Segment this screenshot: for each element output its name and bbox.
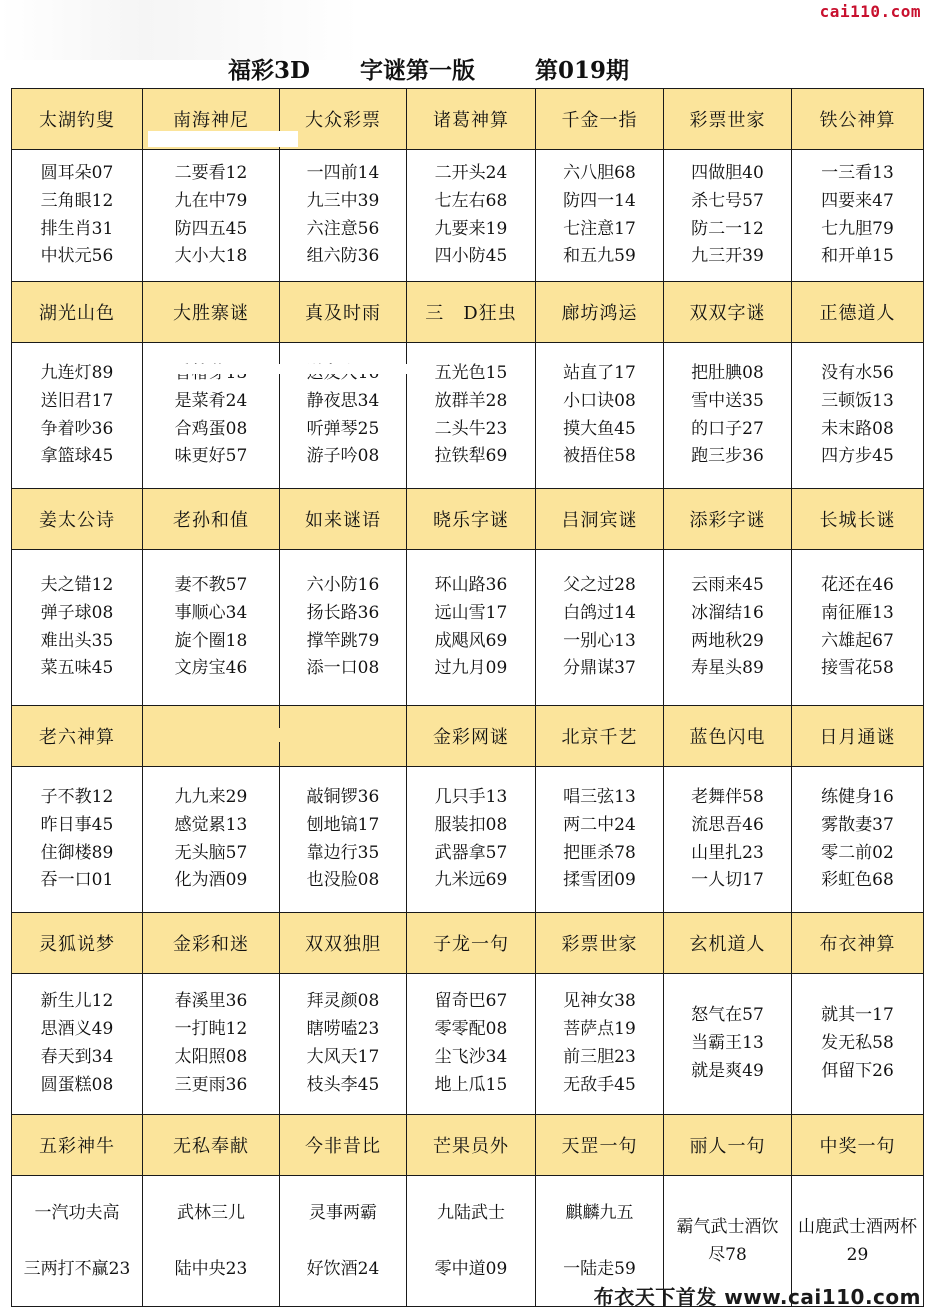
riddle-line: 小口诀08 bbox=[563, 390, 636, 411]
riddle-line: 花还在46 bbox=[821, 574, 894, 595]
riddle-line: 练健身16 bbox=[821, 786, 894, 807]
riddle-line: 九九来29 bbox=[174, 786, 248, 807]
expert-name: 双双字谜 bbox=[689, 303, 766, 324]
riddle-line: 零零配08 bbox=[434, 1019, 508, 1040]
riddle-line: 怒气在57 bbox=[691, 1005, 764, 1026]
title-issue-number: 第019期 bbox=[535, 57, 630, 84]
riddle-line: 当霸王13 bbox=[691, 1033, 764, 1054]
riddle-cell bbox=[792, 550, 924, 706]
riddle-line: 揉雪团09 bbox=[563, 870, 636, 891]
riddle-line: 靠边行35 bbox=[306, 842, 380, 863]
riddle-cell bbox=[536, 343, 664, 489]
expert-name-cell bbox=[792, 89, 924, 150]
header-row bbox=[12, 913, 924, 974]
riddle-cell bbox=[407, 1176, 536, 1307]
expert-name-cell bbox=[792, 706, 924, 767]
riddle-line: 菜五味45 bbox=[40, 658, 114, 679]
riddle-cell bbox=[407, 767, 536, 913]
riddle-line: 游子吟08 bbox=[306, 446, 380, 467]
expert-name-cell bbox=[12, 706, 143, 767]
expert-name: 双双独胆 bbox=[305, 934, 381, 955]
riddle-line: 静夜思34 bbox=[306, 390, 380, 411]
expert-name-cell bbox=[143, 913, 280, 974]
riddle-line: 无敌手45 bbox=[563, 1074, 636, 1095]
expert-name: 天罡一句 bbox=[561, 1136, 638, 1157]
expert-name: 晓乐字谜 bbox=[433, 510, 509, 531]
expert-name: 蓝色闪电 bbox=[689, 727, 766, 748]
expert-name-cell bbox=[280, 913, 407, 974]
riddle-line: 没有水56 bbox=[821, 362, 894, 383]
riddle-cell bbox=[280, 767, 407, 913]
riddle-cell bbox=[143, 1176, 280, 1307]
riddle-line: 大小大18 bbox=[174, 246, 248, 267]
riddle-line: 一打盹12 bbox=[174, 1019, 248, 1040]
expert-name: 中奖一句 bbox=[819, 1136, 896, 1157]
riddle-line: 地上瓜15 bbox=[434, 1074, 508, 1095]
riddle-line: 两地秋29 bbox=[691, 630, 764, 651]
expert-name-cell bbox=[664, 89, 792, 150]
expert-name-cell bbox=[280, 489, 407, 550]
riddle-cell bbox=[664, 767, 792, 913]
header-row bbox=[12, 489, 924, 550]
riddle-line: 太阳照08 bbox=[174, 1047, 248, 1067]
riddle-line: 前三胆23 bbox=[563, 1047, 636, 1067]
riddle-line: 七九胆79 bbox=[821, 218, 894, 239]
expert-name-cell bbox=[12, 282, 143, 343]
blurred-logo-area bbox=[0, 0, 360, 60]
riddle-line: 就其一17 bbox=[821, 1005, 894, 1026]
riddle-line: 尘飞沙34 bbox=[434, 1047, 508, 1067]
riddle-row bbox=[12, 767, 924, 913]
riddle-line: 一人切17 bbox=[691, 870, 764, 891]
title-edition: 字谜第一版 bbox=[360, 57, 475, 84]
riddle-cell bbox=[664, 343, 792, 489]
riddle-line: 环山路36 bbox=[434, 574, 508, 595]
riddle-line: 九陆武士 bbox=[437, 1203, 505, 1223]
riddle-line: 灵事两霸 bbox=[309, 1203, 377, 1223]
riddle-line: 服装扣08 bbox=[434, 814, 508, 835]
document-title bbox=[0, 52, 927, 86]
riddle-line: 组六防36 bbox=[306, 246, 380, 267]
riddle-line: 听弹琴25 bbox=[306, 418, 380, 439]
riddle-line: 好饮酒24 bbox=[306, 1259, 380, 1279]
riddle-line: 也没脸08 bbox=[306, 870, 380, 891]
riddle-line: 跑三步36 bbox=[691, 446, 764, 467]
riddle-cell bbox=[12, 1176, 143, 1307]
expert-name-cell bbox=[407, 89, 536, 150]
riddle-line: 春溪里36 bbox=[174, 991, 248, 1012]
riddle-line: 霸气武士酒饮尽78 bbox=[676, 1217, 779, 1265]
riddle-cell bbox=[280, 150, 407, 282]
expert-name-cell bbox=[407, 706, 536, 767]
riddle-cell bbox=[536, 767, 664, 913]
riddle-cell bbox=[280, 550, 407, 706]
riddle-line: 圆蛋糕08 bbox=[40, 1074, 114, 1095]
expert-name: 金彩网谜 bbox=[433, 727, 509, 748]
expert-name: 子龙一句 bbox=[433, 934, 509, 955]
erased-region bbox=[148, 131, 298, 147]
riddle-line: 扬长路36 bbox=[306, 602, 380, 623]
riddle-line: 留奇巴67 bbox=[434, 991, 508, 1012]
expert-name: 彩票世家 bbox=[689, 110, 766, 131]
riddle-cell bbox=[792, 974, 924, 1115]
header-row bbox=[12, 706, 924, 767]
riddle-line: 防二一12 bbox=[691, 218, 764, 239]
riddle-line: 放群羊28 bbox=[434, 390, 508, 411]
riddle-line: 被捂住58 bbox=[563, 446, 636, 467]
riddle-line: 住御楼89 bbox=[40, 842, 114, 863]
riddle-line: 弹子球08 bbox=[40, 602, 114, 623]
riddle-cell bbox=[143, 974, 280, 1115]
expert-name: 诸葛神算 bbox=[433, 110, 509, 131]
riddle-line: 云雨来45 bbox=[691, 574, 764, 595]
expert-name-cell bbox=[12, 1115, 143, 1176]
riddle-line: 和五九59 bbox=[563, 246, 636, 267]
riddle-line: 六雄起67 bbox=[821, 630, 894, 651]
riddle-line: 送旧君17 bbox=[40, 390, 114, 411]
riddle-cell bbox=[12, 343, 143, 489]
riddle-line: 子不教12 bbox=[40, 786, 114, 807]
riddle-line: 彩虹色68 bbox=[821, 870, 894, 891]
riddle-line: 几只手13 bbox=[434, 786, 508, 807]
riddle-line: 三角眼12 bbox=[40, 190, 114, 211]
riddle-row bbox=[12, 150, 924, 282]
riddle-line: 瞎唠嗑23 bbox=[306, 1019, 380, 1040]
riddle-cell bbox=[407, 343, 536, 489]
riddle-line: 白鸽过14 bbox=[563, 602, 636, 623]
riddle-cell bbox=[792, 767, 924, 913]
riddle-line: 感觉累13 bbox=[174, 814, 248, 835]
erased-region bbox=[150, 728, 385, 742]
riddle-cell bbox=[280, 1176, 407, 1307]
riddle-line: 排生肖31 bbox=[40, 218, 114, 239]
riddle-line: 三两打不赢23 bbox=[23, 1259, 131, 1279]
expert-name: 芒果员外 bbox=[433, 1136, 509, 1157]
riddle-cell bbox=[12, 974, 143, 1115]
riddle-line: 菩萨点19 bbox=[563, 1019, 636, 1040]
riddle-line: 一三看13 bbox=[821, 162, 894, 183]
riddle-line: 站直了17 bbox=[563, 362, 636, 383]
riddle-row bbox=[12, 550, 924, 706]
riddle-line: 就是爽49 bbox=[691, 1060, 764, 1081]
expert-name: 布衣神算 bbox=[819, 934, 896, 955]
riddle-line: 无头脑57 bbox=[174, 842, 248, 863]
erased-region bbox=[150, 364, 410, 374]
riddle-line: 拉铁犁69 bbox=[434, 446, 508, 467]
expert-name: 千金一指 bbox=[561, 110, 638, 131]
expert-name: 金彩和迷 bbox=[173, 934, 249, 955]
riddle-line: 争着吵36 bbox=[40, 418, 114, 439]
expert-name: 玄机道人 bbox=[689, 934, 766, 955]
expert-name-cell bbox=[12, 89, 143, 150]
riddle-line: 九要来19 bbox=[434, 218, 508, 239]
riddle-line: 九三开39 bbox=[691, 246, 764, 267]
expert-name: 太湖钓叟 bbox=[39, 110, 115, 131]
riddle-line: 麒麟九五 bbox=[565, 1203, 634, 1223]
expert-name: 北京千艺 bbox=[561, 727, 638, 748]
riddle-line: 发无私58 bbox=[821, 1033, 894, 1054]
site-watermark-top: cai110.com bbox=[819, 2, 921, 21]
expert-name: 湖光山色 bbox=[39, 303, 115, 324]
riddle-line: 三更雨36 bbox=[174, 1074, 248, 1095]
riddle-line: 的口子27 bbox=[691, 418, 764, 439]
riddle-cell bbox=[12, 767, 143, 913]
expert-name-cell bbox=[792, 282, 924, 343]
riddle-line: 老舞伴58 bbox=[691, 786, 764, 807]
riddle-line: 流思吾46 bbox=[691, 814, 764, 835]
expert-name-cell bbox=[280, 89, 407, 150]
expert-name: 廊坊鸿运 bbox=[561, 303, 638, 324]
riddle-cell bbox=[407, 150, 536, 282]
riddle-line: 撑竿跳79 bbox=[306, 630, 380, 651]
riddle-line: 三顿饭13 bbox=[821, 390, 894, 411]
riddle-line: 未末路08 bbox=[821, 418, 894, 439]
riddle-line: 山里扎23 bbox=[691, 842, 764, 863]
riddle-line: 夫之错12 bbox=[40, 574, 114, 595]
expert-name: 五彩神牛 bbox=[39, 1136, 115, 1157]
expert-name-cell bbox=[792, 1115, 924, 1176]
expert-name: 长城长谜 bbox=[819, 510, 896, 531]
riddle-line: 摸大鱼45 bbox=[563, 418, 636, 439]
riddle-cell bbox=[143, 150, 280, 282]
expert-name: 大胜寨谜 bbox=[173, 303, 249, 324]
riddle-cell bbox=[536, 974, 664, 1115]
expert-name-cell bbox=[536, 706, 664, 767]
expert-name: 无私奉献 bbox=[173, 1136, 249, 1157]
riddle-line: 九在中79 bbox=[174, 190, 248, 211]
riddle-line: 雪中送35 bbox=[691, 390, 764, 411]
riddle-line: 杀七号57 bbox=[691, 190, 764, 211]
riddle-cell bbox=[664, 150, 792, 282]
expert-name: 日月通谜 bbox=[819, 727, 896, 748]
riddle-line: 妻不教57 bbox=[174, 574, 248, 595]
riddle-row bbox=[12, 343, 924, 489]
riddle-cell bbox=[792, 343, 924, 489]
riddle-line: 新生儿12 bbox=[40, 991, 114, 1012]
riddle-line: 见神女38 bbox=[563, 991, 636, 1012]
expert-name-cell bbox=[664, 913, 792, 974]
riddle-cell bbox=[143, 767, 280, 913]
riddle-cell bbox=[280, 974, 407, 1115]
riddle-line: 一四前14 bbox=[306, 162, 380, 183]
riddle-line: 接雪花58 bbox=[821, 658, 894, 679]
riddle-line: 父之过28 bbox=[563, 574, 636, 595]
expert-name: 今非昔比 bbox=[305, 1136, 381, 1157]
riddle-cell bbox=[664, 550, 792, 706]
riddle-line: 冰溜结16 bbox=[691, 602, 764, 623]
expert-name-cell bbox=[280, 1115, 407, 1176]
expert-name: 大众彩票 bbox=[305, 110, 381, 131]
riddle-line: 春天到34 bbox=[40, 1047, 114, 1067]
riddle-cell bbox=[407, 974, 536, 1115]
riddle-line: 零二前02 bbox=[821, 842, 894, 863]
expert-name: 真及时雨 bbox=[305, 303, 381, 324]
riddle-line: 两二中24 bbox=[563, 814, 636, 835]
expert-name-cell bbox=[407, 913, 536, 974]
riddle-line: 四方步45 bbox=[821, 446, 894, 467]
expert-name-cell bbox=[664, 489, 792, 550]
riddle-line: 化为酒09 bbox=[174, 870, 248, 891]
riddle-line: 远山雪17 bbox=[434, 602, 508, 623]
watermark-slogan: 布衣天下首发 bbox=[593, 1285, 717, 1309]
expert-name-cell bbox=[664, 706, 792, 767]
riddle-line: 把肚腆08 bbox=[691, 362, 764, 383]
header-row bbox=[12, 282, 924, 343]
riddle-cell bbox=[536, 150, 664, 282]
riddle-line: 分鼎谋37 bbox=[563, 658, 636, 679]
expert-name-cell bbox=[407, 1115, 536, 1176]
riddle-line: 思酒义49 bbox=[40, 1019, 114, 1040]
riddle-line: 合鸡蛋08 bbox=[174, 418, 248, 439]
expert-name: 老六神算 bbox=[39, 727, 115, 748]
riddle-line: 枝头李45 bbox=[306, 1074, 380, 1095]
riddle-line: 难出头35 bbox=[40, 630, 114, 651]
riddle-line: 防四一14 bbox=[563, 190, 636, 211]
riddle-line: 拜灵颜08 bbox=[306, 991, 380, 1012]
expert-name-cell bbox=[143, 489, 280, 550]
title-lottery-name: 福彩3D bbox=[228, 57, 310, 84]
riddle-line: 七注意17 bbox=[563, 218, 636, 239]
riddle-line: 五光色15 bbox=[434, 362, 508, 383]
riddle-line: 寿星头89 bbox=[691, 658, 764, 679]
riddle-line: 刨地镐17 bbox=[306, 814, 380, 835]
expert-name: 丽人一句 bbox=[689, 1136, 766, 1157]
riddle-cell bbox=[12, 550, 143, 706]
riddle-line: 旋个圈18 bbox=[174, 630, 248, 651]
riddle-line: 佴留下26 bbox=[821, 1060, 894, 1081]
riddle-line: 陆中央23 bbox=[174, 1259, 248, 1279]
expert-name-cell bbox=[143, 282, 280, 343]
site-watermark-bottom bbox=[594, 1281, 921, 1310]
riddle-line: 零中道09 bbox=[434, 1259, 508, 1279]
riddle-line: 成飓风69 bbox=[434, 630, 508, 651]
riddle-line: 九米远69 bbox=[434, 870, 508, 891]
riddle-line: 山鹿武士酒两杯29 bbox=[798, 1217, 917, 1265]
expert-name-cell bbox=[792, 489, 924, 550]
riddle-line: 拿篮球45 bbox=[40, 446, 114, 467]
riddle-line: 二要看12 bbox=[174, 162, 248, 183]
riddle-row bbox=[12, 974, 924, 1115]
expert-name: 老孙和值 bbox=[173, 510, 249, 531]
expert-name: 灵狐说梦 bbox=[39, 934, 115, 955]
riddle-line: 一别心13 bbox=[563, 630, 636, 651]
riddle-line: 九三中39 bbox=[306, 190, 380, 211]
expert-name-cell bbox=[792, 913, 924, 974]
expert-name: 添彩字谜 bbox=[689, 510, 766, 531]
expert-name-cell bbox=[280, 282, 407, 343]
riddle-line: 四小防45 bbox=[434, 246, 508, 267]
expert-name-cell bbox=[407, 282, 536, 343]
riddle-line: 二头牛23 bbox=[434, 418, 508, 439]
riddle-table bbox=[11, 88, 924, 1307]
expert-name: 姜太公诗 bbox=[39, 510, 115, 531]
expert-name-cell bbox=[143, 1115, 280, 1176]
riddle-line: 中状元56 bbox=[40, 246, 114, 267]
expert-name-cell bbox=[536, 489, 664, 550]
riddle-line: 过九月09 bbox=[434, 658, 508, 679]
watermark-url: www.cai110.com bbox=[724, 1285, 921, 1309]
header-row bbox=[12, 1115, 924, 1176]
expert-name-cell bbox=[664, 1115, 792, 1176]
riddle-line: 南征雁13 bbox=[821, 602, 894, 623]
riddle-line: 是菜肴24 bbox=[174, 390, 248, 411]
expert-name-cell bbox=[536, 913, 664, 974]
riddle-line: 和开单15 bbox=[821, 246, 894, 267]
riddle-line: 昨日事45 bbox=[40, 814, 114, 835]
expert-name-cell bbox=[12, 913, 143, 974]
expert-name-cell bbox=[407, 489, 536, 550]
riddle-line: 大风天17 bbox=[306, 1047, 380, 1067]
expert-name: 彩票世家 bbox=[561, 934, 638, 955]
riddle-line: 事顺心34 bbox=[174, 602, 248, 623]
riddle-cell bbox=[792, 150, 924, 282]
expert-name: 正德道人 bbox=[819, 303, 896, 324]
expert-name: 铁公神算 bbox=[819, 110, 896, 131]
riddle-line: 一陆走59 bbox=[563, 1259, 636, 1279]
riddle-line: 四要来47 bbox=[821, 190, 894, 211]
expert-name-cell bbox=[12, 489, 143, 550]
expert-name: 吕洞宾谜 bbox=[561, 510, 638, 531]
riddle-line: 把匪杀78 bbox=[563, 842, 636, 863]
riddle-line: 武器拿57 bbox=[434, 842, 508, 863]
riddle-line: 武林三儿 bbox=[177, 1203, 245, 1223]
riddle-cell bbox=[407, 550, 536, 706]
riddle-line: 六注意56 bbox=[306, 218, 380, 239]
riddle-line: 九连灯89 bbox=[40, 362, 114, 383]
expert-name-cell bbox=[664, 282, 792, 343]
riddle-cell bbox=[143, 550, 280, 706]
riddle-cell bbox=[664, 974, 792, 1115]
riddle-line: 添一口08 bbox=[306, 658, 380, 679]
riddle-line: 吞一口01 bbox=[40, 870, 114, 891]
riddle-line: 四做胆40 bbox=[691, 162, 764, 183]
riddle-line: 六八胆68 bbox=[563, 162, 636, 183]
riddle-line: 七左右68 bbox=[434, 190, 508, 211]
riddle-line: 文房宝46 bbox=[174, 658, 248, 679]
riddle-line: 防四五45 bbox=[174, 218, 248, 239]
riddle-line: 一汽功夫高 bbox=[34, 1203, 120, 1223]
riddle-line: 圆耳朵07 bbox=[40, 162, 114, 183]
expert-name: 如来谜语 bbox=[305, 510, 381, 531]
riddle-line: 雾散妻37 bbox=[821, 814, 894, 835]
riddle-line: 敲铜锣36 bbox=[306, 786, 380, 807]
riddle-cell bbox=[536, 550, 664, 706]
expert-name: 三 D狂虫 bbox=[425, 303, 517, 324]
riddle-line: 唱三弦13 bbox=[563, 786, 636, 807]
riddle-line: 六小防16 bbox=[306, 574, 380, 595]
riddle-line: 味更好57 bbox=[174, 446, 248, 467]
expert-name: 南海神尼 bbox=[173, 110, 249, 131]
expert-name-cell bbox=[536, 89, 664, 150]
expert-name-cell bbox=[536, 1115, 664, 1176]
expert-name-cell bbox=[536, 282, 664, 343]
riddle-cell bbox=[12, 150, 143, 282]
riddle-line: 二开头24 bbox=[434, 162, 508, 183]
